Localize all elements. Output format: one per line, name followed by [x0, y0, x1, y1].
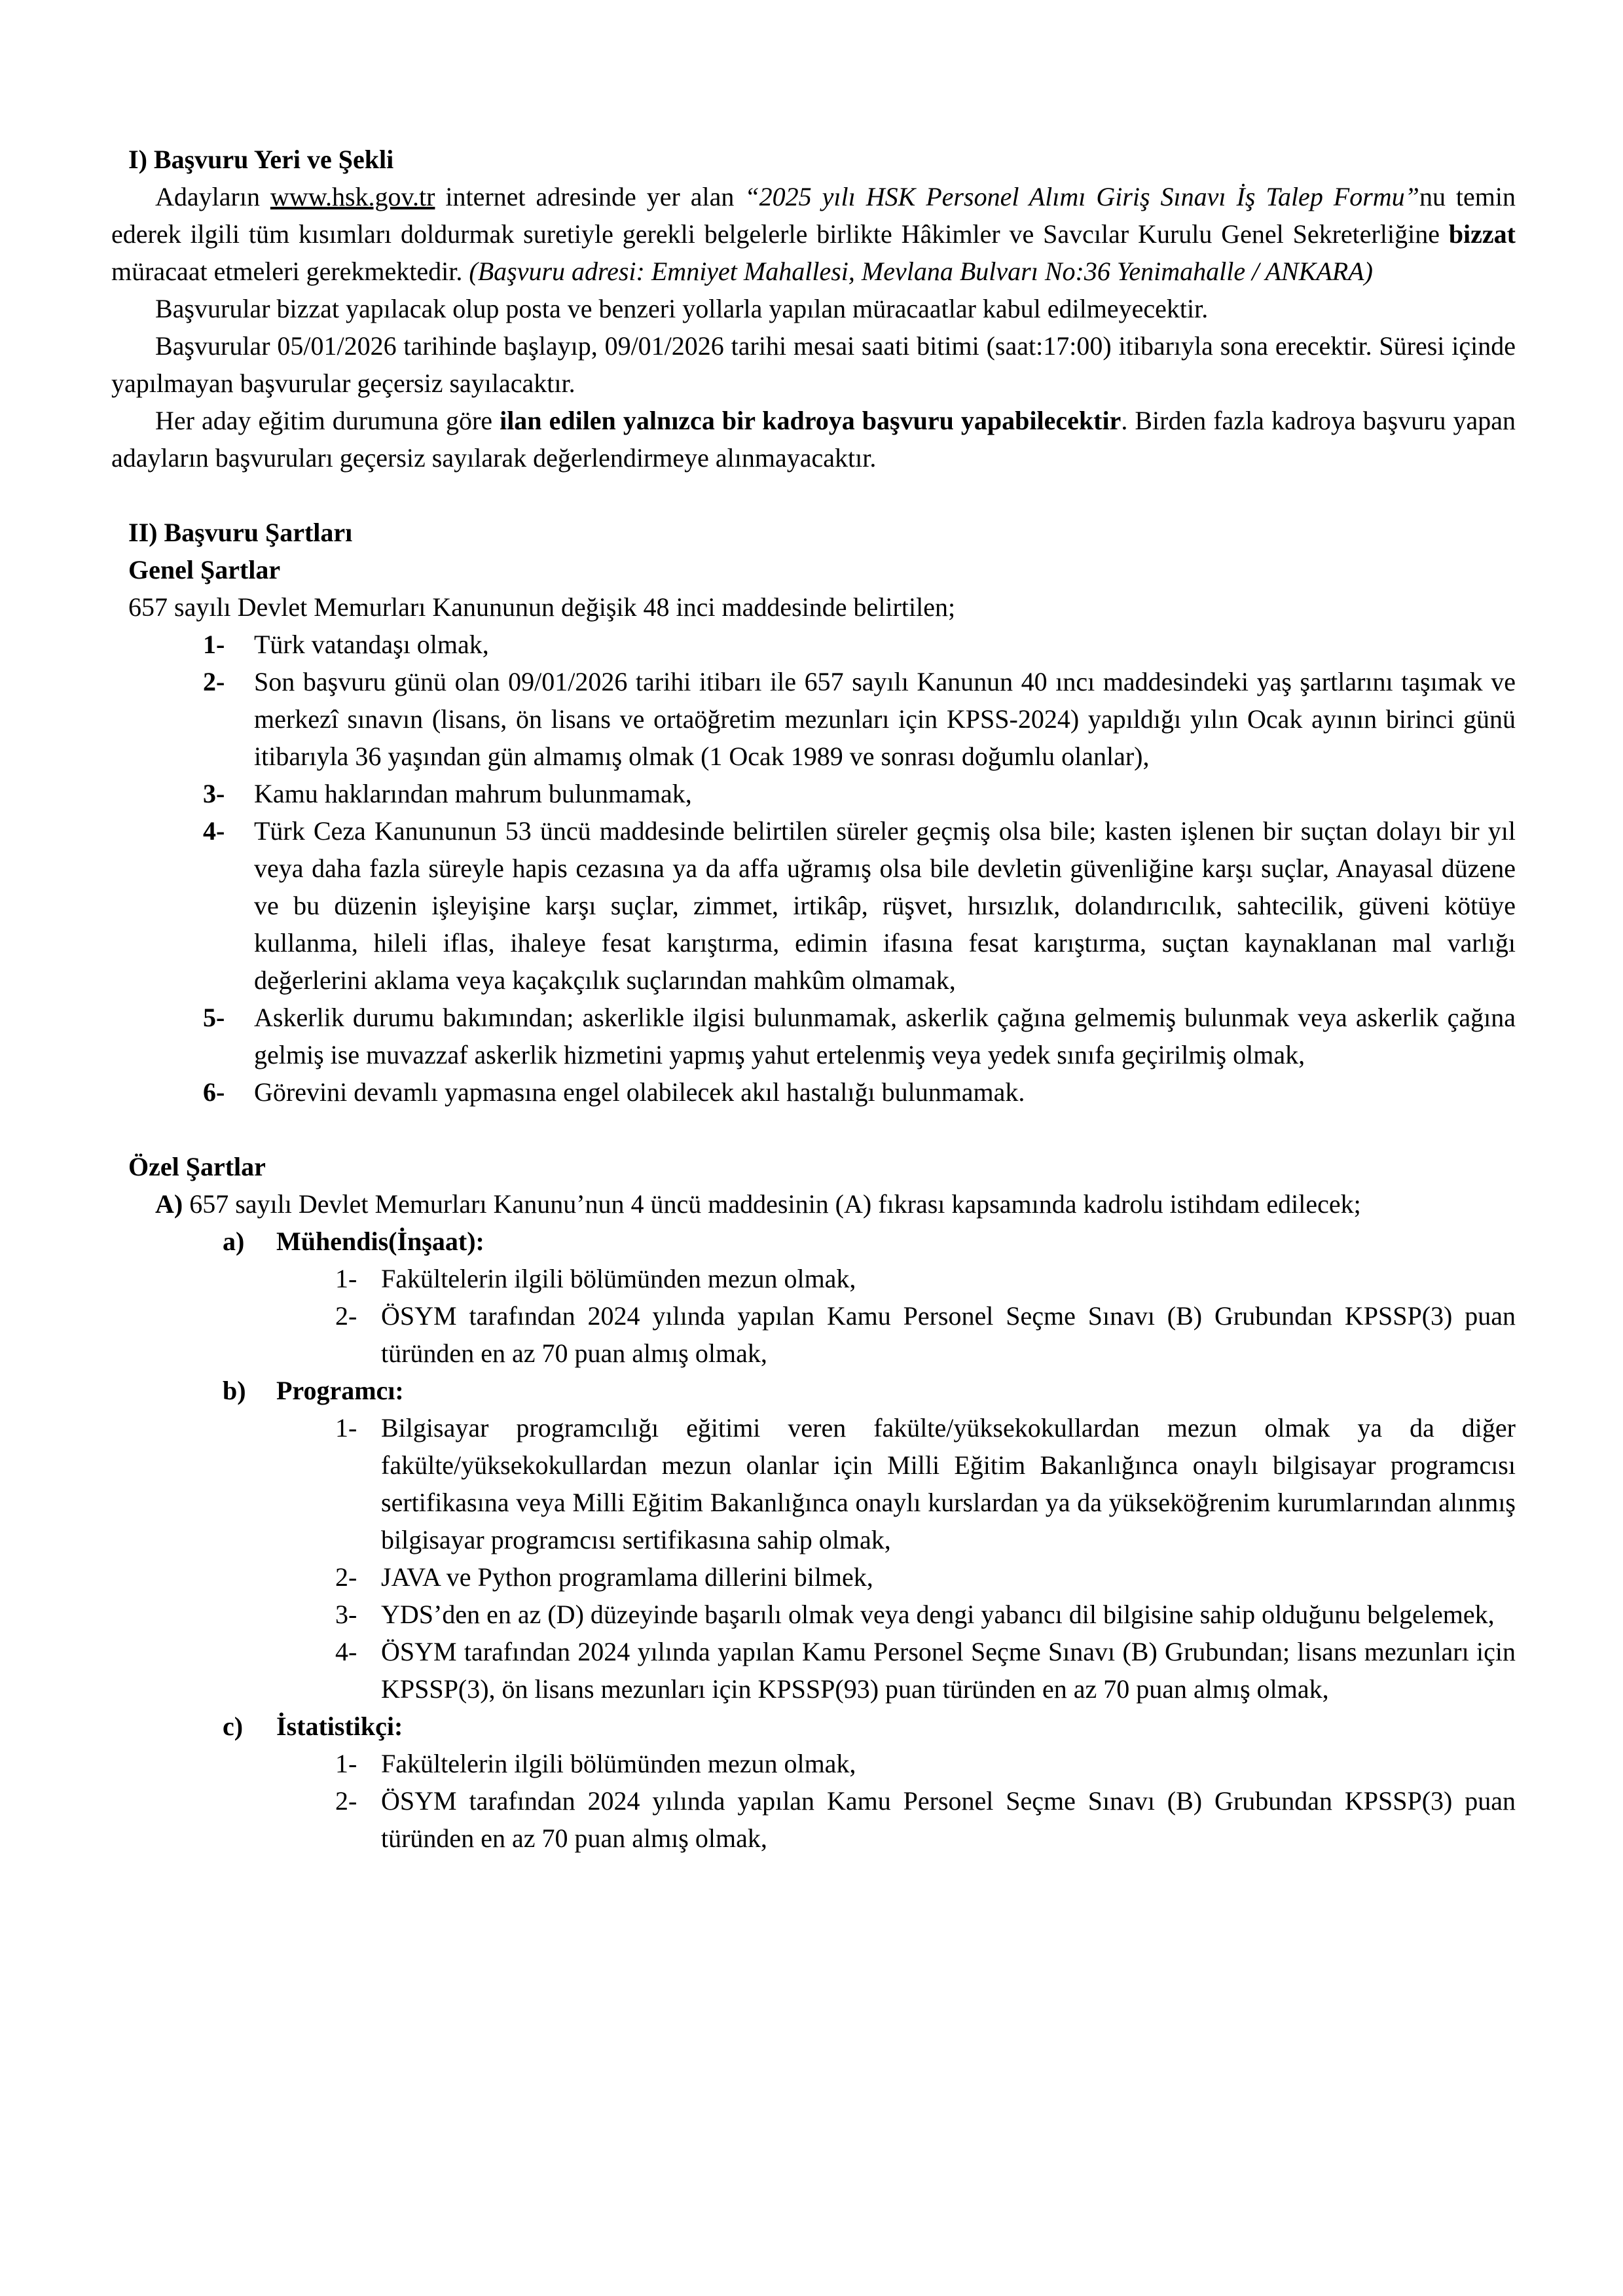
- list-item-text: Son başvuru günü olan 09/01/2026 tarihi itibarı ile 657 sayılı Kanunun 40 ıncı maddesindeki yaş şartlarını taşımak ve merkezî sınavın (lisans, ön lisans ve ortaöğretim mezunları için KPSS-2024) yapıldığı yılın Ocak ayının birinci günü itibarıyla 36 yaşından gün almamış olmak (1 Ocak 1989 ve sonrası doğumlu olanlar),: [254, 667, 1516, 771]
- list-item-text: Askerlik durumu bakımından; askerlikle ilgisi bulunmamak, askerlik çağına gelmemiş bulunmak veya askerlik çağına gelmiş ise muvazzaf askerlik hizmetini yapmış yahut ertelenmiş veya yedek sınıfa geçirilmiş olmak,: [254, 1003, 1516, 1069]
- list-marker: 2-: [203, 667, 225, 696]
- sub-list-marker: 1-: [335, 1749, 357, 1778]
- group-item: [335, 1409, 1516, 1558]
- form-title-italic: “2025 yılı HSK Personel Alımı Giriş Sınavı İş Talep Formu”: [744, 182, 1419, 211]
- general-condition-item: [203, 999, 1516, 1073]
- list-marker: 6-: [203, 1077, 225, 1107]
- sub-list-text: JAVA ve Python programlama dillerini bilmek,: [381, 1562, 873, 1592]
- para1-text-a: Adayların: [155, 182, 270, 211]
- section-1-paragraph-4: [111, 402, 1516, 476]
- group-marker: c): [223, 1712, 244, 1741]
- sub-list-text: ÖSYM tarafından 2024 yılında yapılan Kamu Personel Seçme Sınavı (B) Grubundan; lisans mezunları için KPSSP(3), ön lisans mezunları için KPSSP(93) puan türünden en az 70 puan almış olmak,: [381, 1637, 1516, 1704]
- section-gap-1: [111, 476, 1516, 514]
- special-conditions-heading: Özel Şartlar: [128, 1152, 266, 1181]
- list-item-text: Görevini devamlı yapmasına engel olabilecek akıl hastalığı bulunmamak.: [254, 1077, 1025, 1107]
- group-muhendis: [223, 1223, 1516, 1372]
- sub-list-marker: 3-: [335, 1600, 357, 1629]
- group-item: [335, 1633, 1516, 1708]
- sub-list-text: Fakültelerin ilgili bölümünden mezun olmak,: [381, 1749, 856, 1778]
- general-condition-item: [203, 1073, 1516, 1111]
- general-condition-item: [203, 663, 1516, 775]
- group-item: [335, 1596, 1516, 1633]
- intro-text: 657 sayılı Devlet Memurları Kanunu’nun 4 üncü maddesinin (A) fıkrası kapsamında kadrolu istihdam edilecek;: [183, 1189, 1361, 1219]
- group-label: İstatistikçi:: [276, 1712, 403, 1741]
- intro-marker-a: A): [155, 1189, 183, 1219]
- sub-list-text: YDS’den en az (D) düzeyinde başarılı olmak veya dengi yabancı dil bilgisine sahip olduğunu belgelemek,: [381, 1600, 1495, 1629]
- sub-list-marker: 2-: [335, 1562, 357, 1592]
- group-label: Mühendis(İnşaat):: [276, 1227, 484, 1256]
- sub-list-marker: 2-: [335, 1301, 357, 1331]
- group-label: Programcı:: [276, 1376, 404, 1405]
- general-condition-item: [203, 775, 1516, 812]
- list-marker: 5-: [203, 1003, 225, 1032]
- para4-text-a: Her aday eğitim durumuna göre: [155, 406, 500, 435]
- para1-text-d: müracaat etmeleri gerekmektedir.: [111, 257, 469, 286]
- single-position-emphasis: ilan edilen yalnızca bir kadroya başvuru yapabilecektir: [500, 406, 1122, 435]
- sub-list-text: Bilgisayar programcılığı eğitimi veren fakülte/yüksekokullardan mezun olmak ya da diğer fakülte/yüksekokullardan mezun olanlar için Milli Eğitim Bakanlığınca onaylı bilgisayar programcısı sertifikasına veya Milli Eğitim Bakanlığınca onaylı kurslardan ya da yükseköğrenim kurumlarından alınmış bilgisayar programcısı sertifikasına sahip olmak,: [381, 1413, 1516, 1554]
- group-item: [335, 1782, 1516, 1857]
- group-istatistikci-items: [276, 1745, 1516, 1857]
- para4-text-b: . Birden fazla kadroya başvuru yapan adayların başvuruları geçersiz sayılarak değerlendirmeye alınmayacaktır.: [111, 406, 1516, 473]
- general-condition-item: [203, 812, 1516, 999]
- list-item-text: Türk vatandaşı olmak,: [254, 630, 489, 659]
- sub-list-marker: 1-: [335, 1264, 357, 1293]
- sub-list-text: Fakültelerin ilgili bölümünden mezun olmak,: [381, 1264, 856, 1293]
- section-1-paragraph-3: Başvurular 05/01/2026 tarihinde başlayıp, 09/01/2026 tarihi mesai saati bitimi (saat:17:00) itibarıyla sona erecektir. Süresi içinde yapılmayan başvurular geçersiz sayılacaktır.: [111, 331, 1516, 398]
- list-marker: 3-: [203, 779, 225, 808]
- general-condition-item: [203, 626, 1516, 663]
- group-marker: a): [223, 1227, 245, 1256]
- section-2-intro: 657 sayılı Devlet Memurları Kanununun değişik 48 inci maddesinde belirtilen;: [128, 592, 956, 622]
- list-item-text: Kamu haklarından mahrum bulunmamak,: [254, 779, 692, 808]
- sub-list-text: ÖSYM tarafından 2024 yılında yapılan Kamu Personel Seçme Sınavı (B) Grubundan KPSSP(3) puan türünden en az 70 puan almış olmak,: [381, 1301, 1516, 1368]
- sub-list-text: ÖSYM tarafından 2024 yılında yapılan Kamu Personel Seçme Sınavı (B) Grubundan KPSSP(3) puan türünden en az 70 puan almış olmak,: [381, 1786, 1516, 1853]
- general-conditions-subheading: Genel Şartlar: [128, 555, 281, 584]
- sub-list-marker: 1-: [335, 1413, 357, 1443]
- group-istatistikci: [223, 1708, 1516, 1857]
- sub-list-marker: 4-: [335, 1637, 357, 1666]
- group-marker: b): [223, 1376, 246, 1405]
- special-conditions-intro: [111, 1185, 1516, 1223]
- special-conditions-groups: [111, 1223, 1516, 1857]
- group-item: [335, 1260, 1516, 1297]
- group-muhendis-items: [276, 1260, 1516, 1372]
- list-marker: 4-: [203, 816, 225, 846]
- list-marker: 1-: [203, 630, 225, 659]
- section-1-paragraph-1: [111, 178, 1516, 290]
- group-programci: [223, 1372, 1516, 1708]
- group-item: [335, 1558, 1516, 1596]
- group-item: [335, 1297, 1516, 1372]
- general-conditions-list: [111, 626, 1516, 1111]
- para1-text-c: nu temin ederek ilgili tüm kısımları doldurmak suretiyle gerekli belgelerle birlikte Hâkimler ve Savcılar Kurulu Genel Sekreterliğine: [111, 182, 1516, 249]
- sub-list-marker: 2-: [335, 1786, 357, 1816]
- group-programci-items: [276, 1409, 1516, 1708]
- section-1-paragraph-2: Başvurular bizzat yapılacak olup posta ve benzeri yollarla yapılan müracaatlar kabul edilmeyecektir.: [155, 294, 1209, 323]
- section-2-heading: II) Başvuru Şartları: [128, 518, 353, 547]
- list-item-text: Türk Ceza Kanununun 53 üncü maddesinde belirtilen süreler geçmiş olsa bile; kasten işlenen bir suçtan dolayı bir yıl veya daha fazla süreyle hapis cezasına ya da affa uğramış olsa bile devletin güvenliğine karşı suçlar, Anayasal düzene ve bu düzenin işleyişine karşı suçlar, zimmet, irtikâp, rüşvet, hırsızlık, dolandırıcılık, sahtecilik, güveni kötüye kullanma, hileli iflas, ihaleye fesat karıştırma, edimin ifasına fesat karıştırma, suçtan kaynaklanan mal varlığı değerlerini aklama veya kaçakçılık suçlarından mahkûm olmamak,: [254, 816, 1516, 995]
- bizzat-emphasis: bizzat: [1448, 219, 1516, 249]
- section-1-heading: I) Başvuru Yeri ve Şekli: [128, 145, 394, 174]
- para1-text-b: internet adresinde yer alan: [435, 182, 745, 211]
- group-item: [335, 1745, 1516, 1782]
- section-gap-2: [111, 1111, 1516, 1148]
- application-address-italic: (Başvuru adresi: Emniyet Mahallesi, Mevlana Bulvarı No:36 Yenimahalle / ANKARA): [469, 257, 1373, 286]
- hsk-website-link[interactable]: www.hsk.gov.tr: [270, 182, 435, 211]
